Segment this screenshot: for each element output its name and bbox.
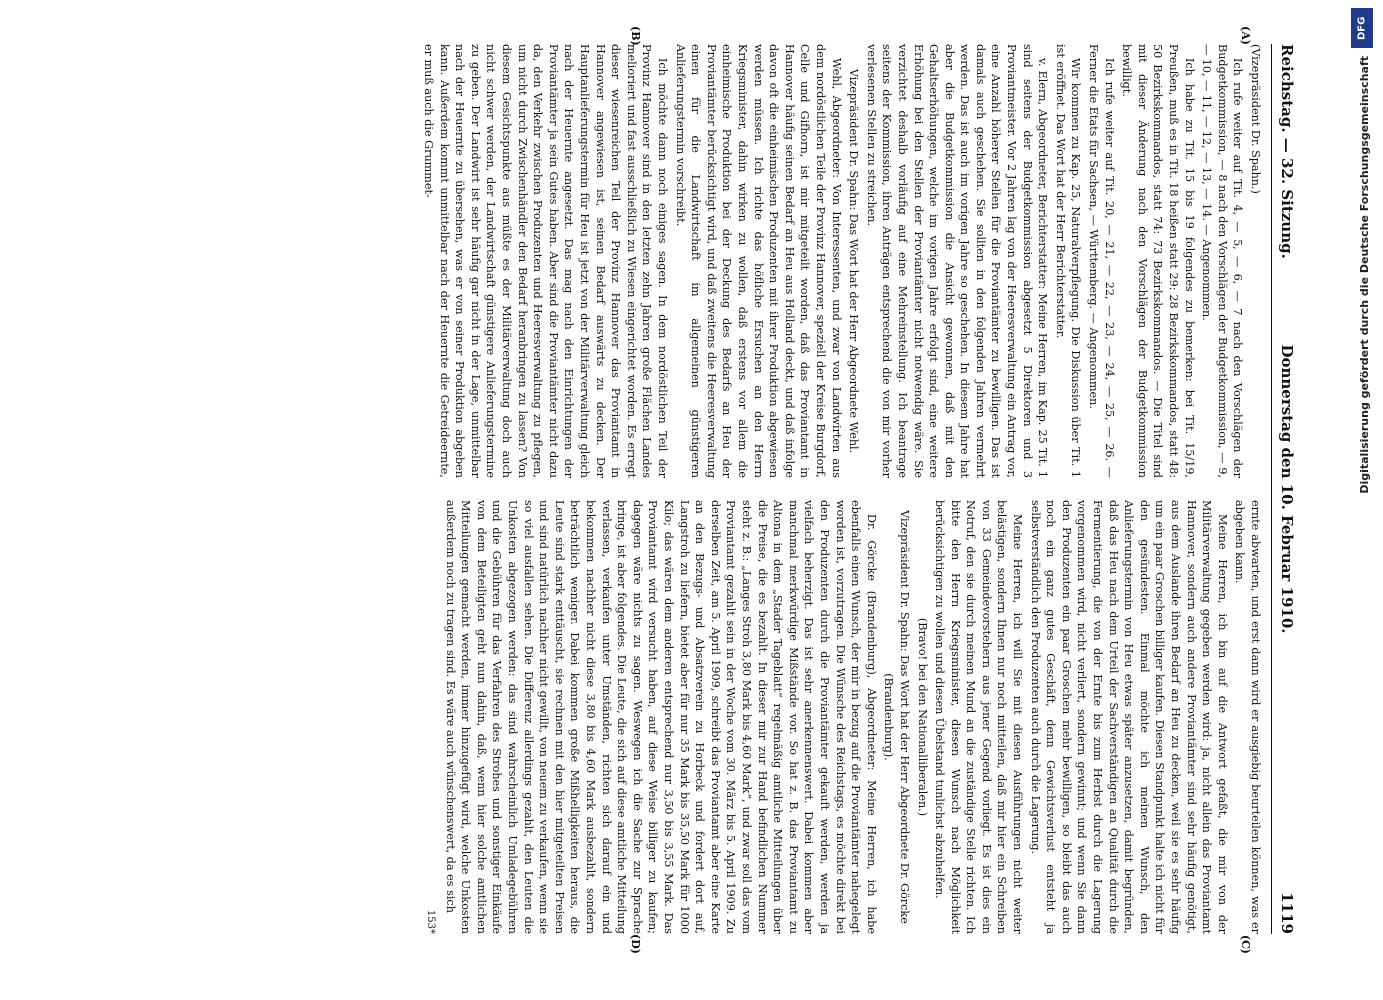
- page-signature: 153*: [425, 909, 437, 934]
- header-date: Donnerstag den 10. Februar 1910.: [1278, 344, 1296, 634]
- paragraph: Ich habe zu Tit. 15 bis 19 folgendes zu bemerken: bei Tit. 15/19, Preußen, muß es in Tit. 18 heißen statt 29: 28 Bezirkskommandos, statt 48: 50 Bezirkskommandos, statt 74: 73 Bezirkskommandos. — Die Titel sind mit dieser Änderung nach den Vorschlägen der Budgetkommission bewilligt.: [1120, 44, 1196, 478]
- paragraph: Dr. Görcke (Brandenburg), Abgeordneter: Meine Herren, ich habe ebenfalls einen Wunsch, der mir in bezug auf die Proviantämter nahegelegt worden ist, vorzutragen. Die Wünsche des Reichstags, es möchte direkt bei den Produzenten durch die Proviantämter gekauft werden, werden ja vielfach beherzigt. Das ist sehr anerkennenswert. Dabei kommen aber manchmal merkwürdige Mißstände vor. So hat z. B. das Proviantamt zu Altona in dem „Stader Tageblatt“ regelmäßig amtliche Mitteilungen über die Preise, die es bezahlt. In dieser mir zur Hand befindlichen Nummer steht z. B.: „Langes Stroh 3,80 Mark bis 4,60 Mark“, und zwar soll das vom Proviantamt gezahlt sein in der Woche vom 30. März bis 5. April 1909. Zu derselben Zeit, am 5. April 1909, schreibt das Proviantamt aber eine Karte an den Bezugs- und Absatzverein zu Horbeck und fordert dort auf, Langstroh zu liefern, bietet aber für nur 35 Mark bis 35,50 Mark für 1000 Kilo; das wären dem anderen entsprechend nur 3,50 bis 3,55 Mark. Das Proviantamt wird versucht haben, auf diese Weise billiger zu kaufen; dagegen wäre nichts zu sagen. Weswegen ich die Sache zur Sprache bringe, ist aber folgendes. Die Leute, die sich auf diese amtliche Mitteilung verlassen, verkaufen unter Umständen, richten sich darauf ein und bekommen nachher nicht diese 3,80 bis 4,60 Mark ausbezahlt, sondern beträchtlich weniger. Dabei kommen große Mißhelligkeiten heraus, die Leute sind stark enttäuscht, sie rechnen mit den hier mitgeteilten Preisen und sind natürlich nachher nicht gewillt, von neuem zu verkaufen, wenn sie so viel ausfallen sehen. Die Differenz allerdings gezahlt, den Leuten die Unkosten abgezogen werden: das sind wahrscheinlich Umladegebühren und die Gebühren für das Verfahren des Strohes und sonstiger Einkäufe von dem Beteiligten geht nun dahin, daß, wenn hier solche amtlichen Mitteilungen gemacht werden, immer hinzugefügt wird, welche Unkosten außerdem noch zu tragen sind. Es wäre auch wünschenswert, da es sich: [443, 500, 878, 934]
- margin-marker-a: (A): [1239, 26, 1252, 45]
- digitization-note: Digitalisierung gefördert durch die Deutsche Forschungsgemeinschaft: [1358, 56, 1371, 494]
- left-column: [35, 26, 1263, 478]
- paragraph: Vizepräsident Dr. Spahn: Das Wort hat der Herr Abgeordnete Dr. Görcke (Brandenburg).: [882, 510, 911, 924]
- page-header: [1271, 44, 1296, 934]
- right-column: [35, 500, 1263, 954]
- paragraph: Ich rufe weiter auf Tit. 4, — 5, — 6, — 7 nach den Vorschlägen der Budgetkommission, — 8 nach den Vorschlägen der Budgetkommission, — 9, — 10, — 11, — 12, — 13, — 14. — Angenommen.: [1200, 44, 1245, 478]
- text-columns: [35, 26, 1263, 954]
- paragraph: (Bravo! bei den Nationalliberalen.): [915, 617, 929, 817]
- paragraph: Meine Herren, ich bin auf die Antwort gefaßt, die mir von der Militärverwaltung gegeben werden wird: ja, nicht allein das Proviantamt Hannover, sondern auch andere Proviantämter sind sehr häufig genötigt, aus dem Auslande ihren Bedarf an Heu zu decken, weil sie es sehr häufig um ein paar Groschen billiger kaufen. Diesen Standpunkt halte ich nicht für den gesündesten. Einmal möchte ich meinen Wunsch, den Anlieferungstermin von Heu etwas später anzusetzen, damit begründen, daß das Heu nach dem Urteil der Sachverständigen an Qualität durch die Fermentierung, die von der Ernte bis zum Herbst durch die Lagerung vorgenommen wird, nicht verliert, sondern gewinnt; und wenn Sie dann den Produzenten ein paar Groschen mehr bewilligen, so bleibt das auch noch ein ganz gutes Geschäft, denn Gewichtsverlust entsteht ja selbstverständlich den Produzenten auch durch die Lagerung.: [1028, 500, 1229, 934]
- paragraph: Wir kommen zu Kap. 25, Naturalverpflegung. Die Diskussion über Tit. 1 ist eröffnet. Das Wort hat der Herr Berichterstatter.: [1053, 44, 1083, 478]
- margin-marker-d: (D): [629, 934, 642, 954]
- paragraph: Wehl, Abgeordneter: Von Interessenten, und zwar von Landwirten aus dem nordöstlichen Teile der Provinz Hannover, speziell der Kreise Burgdorf, Celle und Gifhorn, ist mir mitgeteilt worden, daß das Proviantamt in Hannover häufig seinen Bedarf an Heu aus Holland deckt, und daß infolge davon oft die einheimischen Produzenten mit ihrer Produktion abgewiesen werden müssen. Ich richte das höfliche Ersuchen an den Herrn Kriegsminister, dahin wirken zu wollen, daß erstens vor allem die einheimische Produktion bei der Deckung des Bedarfs an Heu der Proviantämter berücksichtigt wird, und daß zweitens die Heeresverwaltung einen für die Landwirtschaft im allgemeinen günstigeren Anlieferungstermin vorschreibt.: [673, 44, 843, 478]
- paragraph: ernte abwarten, und erst dann wird er ausgiebig beurteilen können, was er abgeben kann.: [1233, 500, 1262, 934]
- header-session: Reichstag. — 32. Sitzung.: [1278, 44, 1296, 259]
- paragraph: (Vizepräsident Dr. Spahn.): [1249, 44, 1262, 194]
- margin-marker-c: (C): [1239, 934, 1252, 954]
- dfg-logo: DFG: [1351, 8, 1373, 48]
- paragraph: Ich möchte dann noch einiges sagen. In dem nordöstlichen Teil der Provinz Hannover sind in den letzten zehn Jahren große Flächen Landes melioriert und fast ausschließlich zu Wiesen eingerichtet worden. Es erregt dieser wiesenreichen Teil der Provinz Hannover das Proviantamt in Hannover angewiesen ist, seinen Bedarf auswärts zu decken. Der Hauptanlieferungstermin für Heu ist jetzt von der Militärverwaltung gleich nach der Heuernte angesetzt. Das mag nach den Einrichtungen der Proviantämter ja sein Gutes haben. Aber sind die Proviantämter nicht dazu da, den Verkehr zwischen Produzenten und Heeresverwaltung zu pflegen, um nicht durch Zwischenhändler den Bedarf heranbringen zu lassen? Von diesem Gesichtspunkte aus müßte es der Militärverwaltung doch auch nicht schwer werden, der Landwirtschaft günstigere Anlieferungstermine zu geben. Der Landwirt ist sehr häufig gar nicht in der Lage, unmittelbar nach der Heuernte zu übersehen, was er von seiner Produktion abgeben kann. Außerdem kommt unmittelbar nach der Heuernte die Getreideernte, er muß auch die Grummet-: [422, 44, 670, 478]
- paragraph: v. Elern, Abgeordneter, Berichterstatter: Meine Herren, im Kap. 25 Tit. 1 sind seitens der Budgetkommission abgesetzt 5 Direktoren und 3 Proviantmeister. Vor 2 Jahren lag von der Heeresverwaltung ein Antrag vor, eine Anzahl höherer Stellen für die Proviantämter zu bewilligen. Das ist damals auch geschehen. Sie sollten in den folgenden Jahren vermehrt werden. Das ist auch im vorigen Jahre so geschehen. In diesem Jahre hat aber die Budgetkommission die Ansicht gewonnen, daß mit den Gehaltserhöhungen, welche im vorigen Jahre erfolgt sind, eine weitere Erhöhung bei den Stellen der Proviantämter nicht notwendig wäre. Sie verzichtet deshalb vorläufig auf eine Mehreinstellung. Ich beantrage seitens der Kommission, ihren Anträgen entsprechend die von mir vorher verlesenen Stellen zu streichen.: [864, 44, 1050, 478]
- paragraph: Ich rufe weiter auf Tit. 20, — 21, — 22, — 23, — 24, — 25, — 26. — Ferner die Etats für Sachsen, — Württemberg. — Angenommen.: [1087, 44, 1116, 478]
- page-number: 1119: [1278, 892, 1296, 934]
- digitization-sidebar: [1343, 0, 1383, 1000]
- document-page: [0, 20, 1318, 960]
- paragraph: Vizepräsident Dr. Spahn: Das Wort hat der Herr Abgeordnete Wehl.: [847, 68, 861, 454]
- margin-marker-b: (B): [629, 26, 642, 46]
- paragraph: Meine Herren, ich will Sie mit diesen Ausführungen nicht weiter belästigen, sondern Ihnen nur noch mitteilen, daß mir hier ein Schreiben von 33 Gemeindevorstehern aus jener Gegend vorliegt. Es ist dies ein Notruf, den sie durch meinen Mund an die zuständige Stelle richten. Ich bitte den Herrn Kriegsminister, diesen Wunsch nach Möglichkeit berücksichtigen zu wollen und diesen Übelstand tunlichst abzuhelfen.: [933, 500, 1025, 934]
